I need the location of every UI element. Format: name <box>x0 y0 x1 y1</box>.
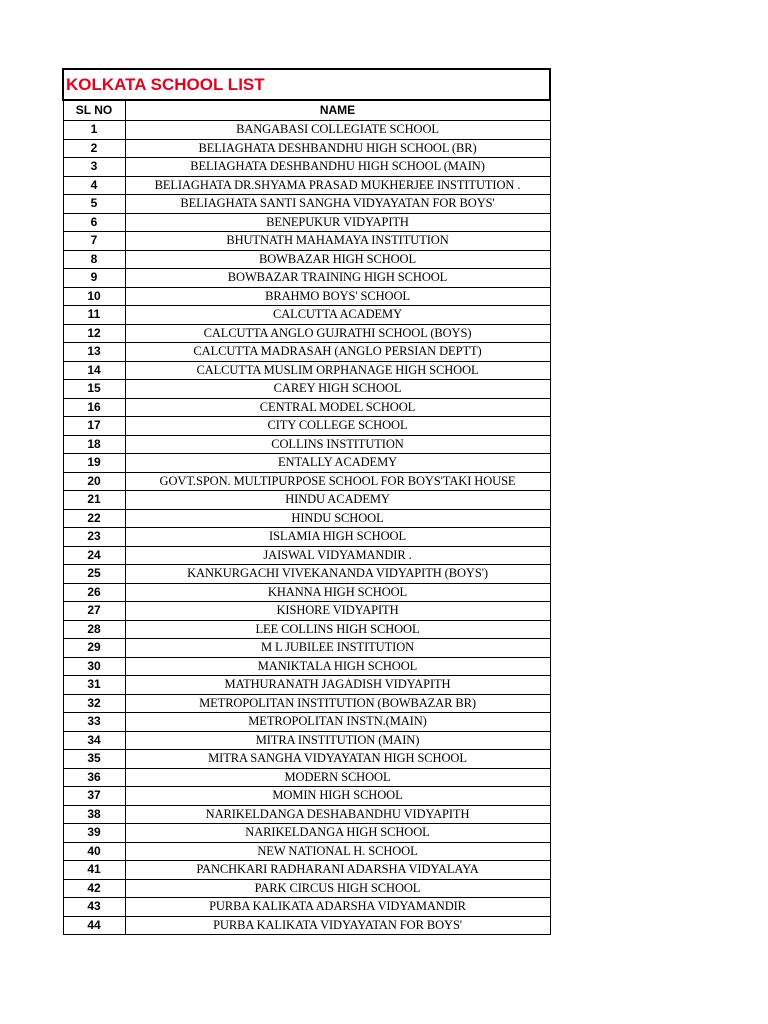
table-row <box>63 805 550 824</box>
title-row <box>63 69 550 100</box>
school-name-cell[interactable]: BENEPUKUR VIDYAPITH <box>125 213 550 232</box>
table-row <box>63 787 550 806</box>
sl-no-cell[interactable]: 42 <box>63 879 125 898</box>
sl-no-cell[interactable]: 16 <box>63 398 125 417</box>
school-name-cell[interactable]: MANIKTALA HIGH SCHOOL <box>125 657 550 676</box>
table-row <box>63 565 550 584</box>
table-row <box>63 287 550 306</box>
sl-no-cell[interactable]: 14 <box>63 361 125 380</box>
school-name-cell[interactable]: MODERN SCHOOL <box>125 768 550 787</box>
school-name-cell[interactable]: PURBA KALIKATA ADARSHA VIDYAMANDIR <box>125 898 550 917</box>
sl-no-cell[interactable]: 38 <box>63 805 125 824</box>
sl-no-cell[interactable]: 33 <box>63 713 125 732</box>
school-name-cell[interactable]: PURBA KALIKATA VIDYAYATAN FOR BOYS' <box>125 916 550 935</box>
table-row <box>63 824 550 843</box>
table-row <box>63 417 550 436</box>
table-row <box>63 546 550 565</box>
school-name-cell[interactable]: CALCUTTA MUSLIM ORPHANAGE HIGH SCHOOL <box>125 361 550 380</box>
sl-no-cell[interactable]: 36 <box>63 768 125 787</box>
school-name-cell[interactable]: JAISWAL VIDYAMANDIR . <box>125 546 550 565</box>
school-name-cell[interactable]: HINDU ACADEMY <box>125 491 550 510</box>
sl-no-cell[interactable]: 26 <box>63 583 125 602</box>
school-name-cell[interactable]: HINDU SCHOOL <box>125 509 550 528</box>
table-row <box>63 583 550 602</box>
header-row <box>63 100 550 121</box>
sl-no-cell[interactable]: 31 <box>63 676 125 695</box>
table-row <box>63 750 550 769</box>
table-row <box>63 269 550 288</box>
school-name-cell[interactable]: BELIAGHATA DESHBANDHU HIGH SCHOOL (MAIN) <box>125 158 550 177</box>
school-name-cell[interactable]: NEW NATIONAL H. SCHOOL <box>125 842 550 861</box>
school-name-cell[interactable]: METROPOLITAN INSTN.(MAIN) <box>125 713 550 732</box>
school-name-cell[interactable]: BRAHMO BOYS' SCHOOL <box>125 287 550 306</box>
sl-no-cell[interactable]: 2 <box>63 139 125 158</box>
column-header-sl-no[interactable]: SL NO <box>63 100 125 121</box>
school-list-table <box>62 68 551 935</box>
table-row <box>63 768 550 787</box>
table-row <box>63 509 550 528</box>
school-name-cell[interactable]: CALCUTTA ANGLO GUJRATHI SCHOOL (BOYS) <box>125 324 550 343</box>
sl-no-cell[interactable]: 41 <box>63 861 125 880</box>
sl-no-cell[interactable]: 1 <box>63 121 125 140</box>
school-name-cell[interactable]: PARK CIRCUS HIGH SCHOOL <box>125 879 550 898</box>
table-row <box>63 250 550 269</box>
sl-no-cell[interactable]: 32 <box>63 694 125 713</box>
table-row <box>63 380 550 399</box>
school-name-cell[interactable]: CALCUTTA MADRASAH (ANGLO PERSIAN DEPTT) <box>125 343 550 362</box>
sl-no-cell[interactable]: 35 <box>63 750 125 769</box>
sl-no-cell[interactable]: 30 <box>63 657 125 676</box>
table-row <box>63 454 550 473</box>
school-name-cell[interactable]: BHUTNATH MAHAMAYA INSTITUTION <box>125 232 550 251</box>
table-row <box>63 195 550 214</box>
sl-no-cell[interactable]: 29 <box>63 639 125 658</box>
sheet-title[interactable]: KOLKATA SCHOOL LIST <box>63 69 550 100</box>
school-name-cell[interactable]: BELIAGHATA SANTI SANGHA VIDYAYATAN FOR BOYS' <box>125 195 550 214</box>
school-name-cell[interactable]: BELIAGHATA DESHBANDHU HIGH SCHOOL (BR) <box>125 139 550 158</box>
sl-no-cell[interactable]: 23 <box>63 528 125 547</box>
sl-no-cell[interactable]: 11 <box>63 306 125 325</box>
school-name-cell[interactable]: ENTALLY ACADEMY <box>125 454 550 473</box>
sl-no-cell[interactable]: 20 <box>63 472 125 491</box>
sl-no-cell[interactable]: 37 <box>63 787 125 806</box>
table-row <box>63 916 550 935</box>
sl-no-cell[interactable]: 25 <box>63 565 125 584</box>
table-row <box>63 158 550 177</box>
school-name-cell[interactable]: CITY COLLEGE SCHOOL <box>125 417 550 436</box>
table-row <box>63 398 550 417</box>
table-row <box>63 694 550 713</box>
sl-no-cell[interactable]: 43 <box>63 898 125 917</box>
table-row <box>63 121 550 140</box>
school-name-cell[interactable]: KISHORE VIDYAPITH <box>125 602 550 621</box>
school-name-cell[interactable]: GOVT.SPON. MULTIPURPOSE SCHOOL FOR BOYS'TAKI HOUSE <box>125 472 550 491</box>
table-row <box>63 306 550 325</box>
sl-no-cell[interactable]: 27 <box>63 602 125 621</box>
sl-no-cell[interactable]: 18 <box>63 435 125 454</box>
school-name-cell[interactable]: LEE COLLINS HIGH SCHOOL <box>125 620 550 639</box>
table-row <box>63 676 550 695</box>
school-name-cell[interactable]: MITRA INSTITUTION (MAIN) <box>125 731 550 750</box>
school-name-cell[interactable]: NARIKELDANGA HIGH SCHOOL <box>125 824 550 843</box>
table-row <box>63 435 550 454</box>
school-name-cell[interactable]: COLLINS INSTITUTION <box>125 435 550 454</box>
table-row <box>63 639 550 658</box>
school-name-cell[interactable]: M L JUBILEE INSTITUTION <box>125 639 550 658</box>
table-row <box>63 879 550 898</box>
table-row <box>63 213 550 232</box>
school-name-cell[interactable]: METROPOLITAN INSTITUTION (BOWBAZAR BR) <box>125 694 550 713</box>
school-name-cell[interactable]: BANGABASI COLLEGIATE SCHOOL <box>125 121 550 140</box>
table-row <box>63 898 550 917</box>
sl-no-cell[interactable]: 39 <box>63 824 125 843</box>
school-name-cell[interactable]: PANCHKARI RADHARANI ADARSHA VIDYALAYA <box>125 861 550 880</box>
school-name-cell[interactable]: MOMIN HIGH SCHOOL <box>125 787 550 806</box>
school-name-cell[interactable]: KHANNA HIGH SCHOOL <box>125 583 550 602</box>
school-name-cell[interactable]: CAREY HIGH SCHOOL <box>125 380 550 399</box>
table-row <box>63 324 550 343</box>
table-row <box>63 657 550 676</box>
school-name-cell[interactable]: NARIKELDANGA DESHABANDHU VIDYAPITH <box>125 805 550 824</box>
sl-no-cell[interactable]: 19 <box>63 454 125 473</box>
sl-no-cell[interactable]: 34 <box>63 731 125 750</box>
school-name-cell[interactable]: CALCUTTA ACADEMY <box>125 306 550 325</box>
sl-no-cell[interactable]: 13 <box>63 343 125 362</box>
school-name-cell[interactable]: MATHURANATH JAGADISH VIDYAPITH <box>125 676 550 695</box>
table-row <box>63 491 550 510</box>
sl-no-cell[interactable]: 8 <box>63 250 125 269</box>
table-row <box>63 713 550 732</box>
school-name-cell[interactable]: BOWBAZAR TRAINING HIGH SCHOOL <box>125 269 550 288</box>
table-row <box>63 861 550 880</box>
column-header-name[interactable]: NAME <box>125 100 550 121</box>
school-name-cell[interactable]: CENTRAL MODEL SCHOOL <box>125 398 550 417</box>
school-name-cell[interactable]: ISLAMIA HIGH SCHOOL <box>125 528 550 547</box>
sl-no-cell[interactable]: 9 <box>63 269 125 288</box>
sl-no-cell[interactable]: 40 <box>63 842 125 861</box>
table-body <box>63 121 550 935</box>
table-row <box>63 528 550 547</box>
school-name-cell[interactable]: BELIAGHATA DR.SHYAMA PRASAD MUKHERJEE INSTITUTION . <box>125 176 550 195</box>
sl-no-cell[interactable]: 28 <box>63 620 125 639</box>
school-name-cell[interactable]: MITRA SANGHA VIDYAYATAN HIGH SCHOOL <box>125 750 550 769</box>
sl-no-cell[interactable]: 7 <box>63 232 125 251</box>
sl-no-cell[interactable]: 3 <box>63 158 125 177</box>
sl-no-cell[interactable]: 22 <box>63 509 125 528</box>
sl-no-cell[interactable]: 10 <box>63 287 125 306</box>
table-row <box>63 232 550 251</box>
sl-no-cell[interactable]: 5 <box>63 195 125 214</box>
sl-no-cell[interactable]: 24 <box>63 546 125 565</box>
table-row <box>63 842 550 861</box>
sl-no-cell[interactable]: 17 <box>63 417 125 436</box>
table-row <box>63 361 550 380</box>
school-name-cell[interactable]: KANKURGACHI VIVEKANANDA VIDYAPITH (BOYS') <box>125 565 550 584</box>
table-row <box>63 139 550 158</box>
sl-no-cell[interactable]: 4 <box>63 176 125 195</box>
table-row <box>63 731 550 750</box>
table-row <box>63 620 550 639</box>
table-row <box>63 343 550 362</box>
table-row <box>63 176 550 195</box>
table-row <box>63 472 550 491</box>
sl-no-cell[interactable]: 21 <box>63 491 125 510</box>
sl-no-cell[interactable]: 44 <box>63 916 125 935</box>
sl-no-cell[interactable]: 15 <box>63 380 125 399</box>
school-name-cell[interactable]: BOWBAZAR HIGH SCHOOL <box>125 250 550 269</box>
sl-no-cell[interactable]: 12 <box>63 324 125 343</box>
sl-no-cell[interactable]: 6 <box>63 213 125 232</box>
table-row <box>63 602 550 621</box>
